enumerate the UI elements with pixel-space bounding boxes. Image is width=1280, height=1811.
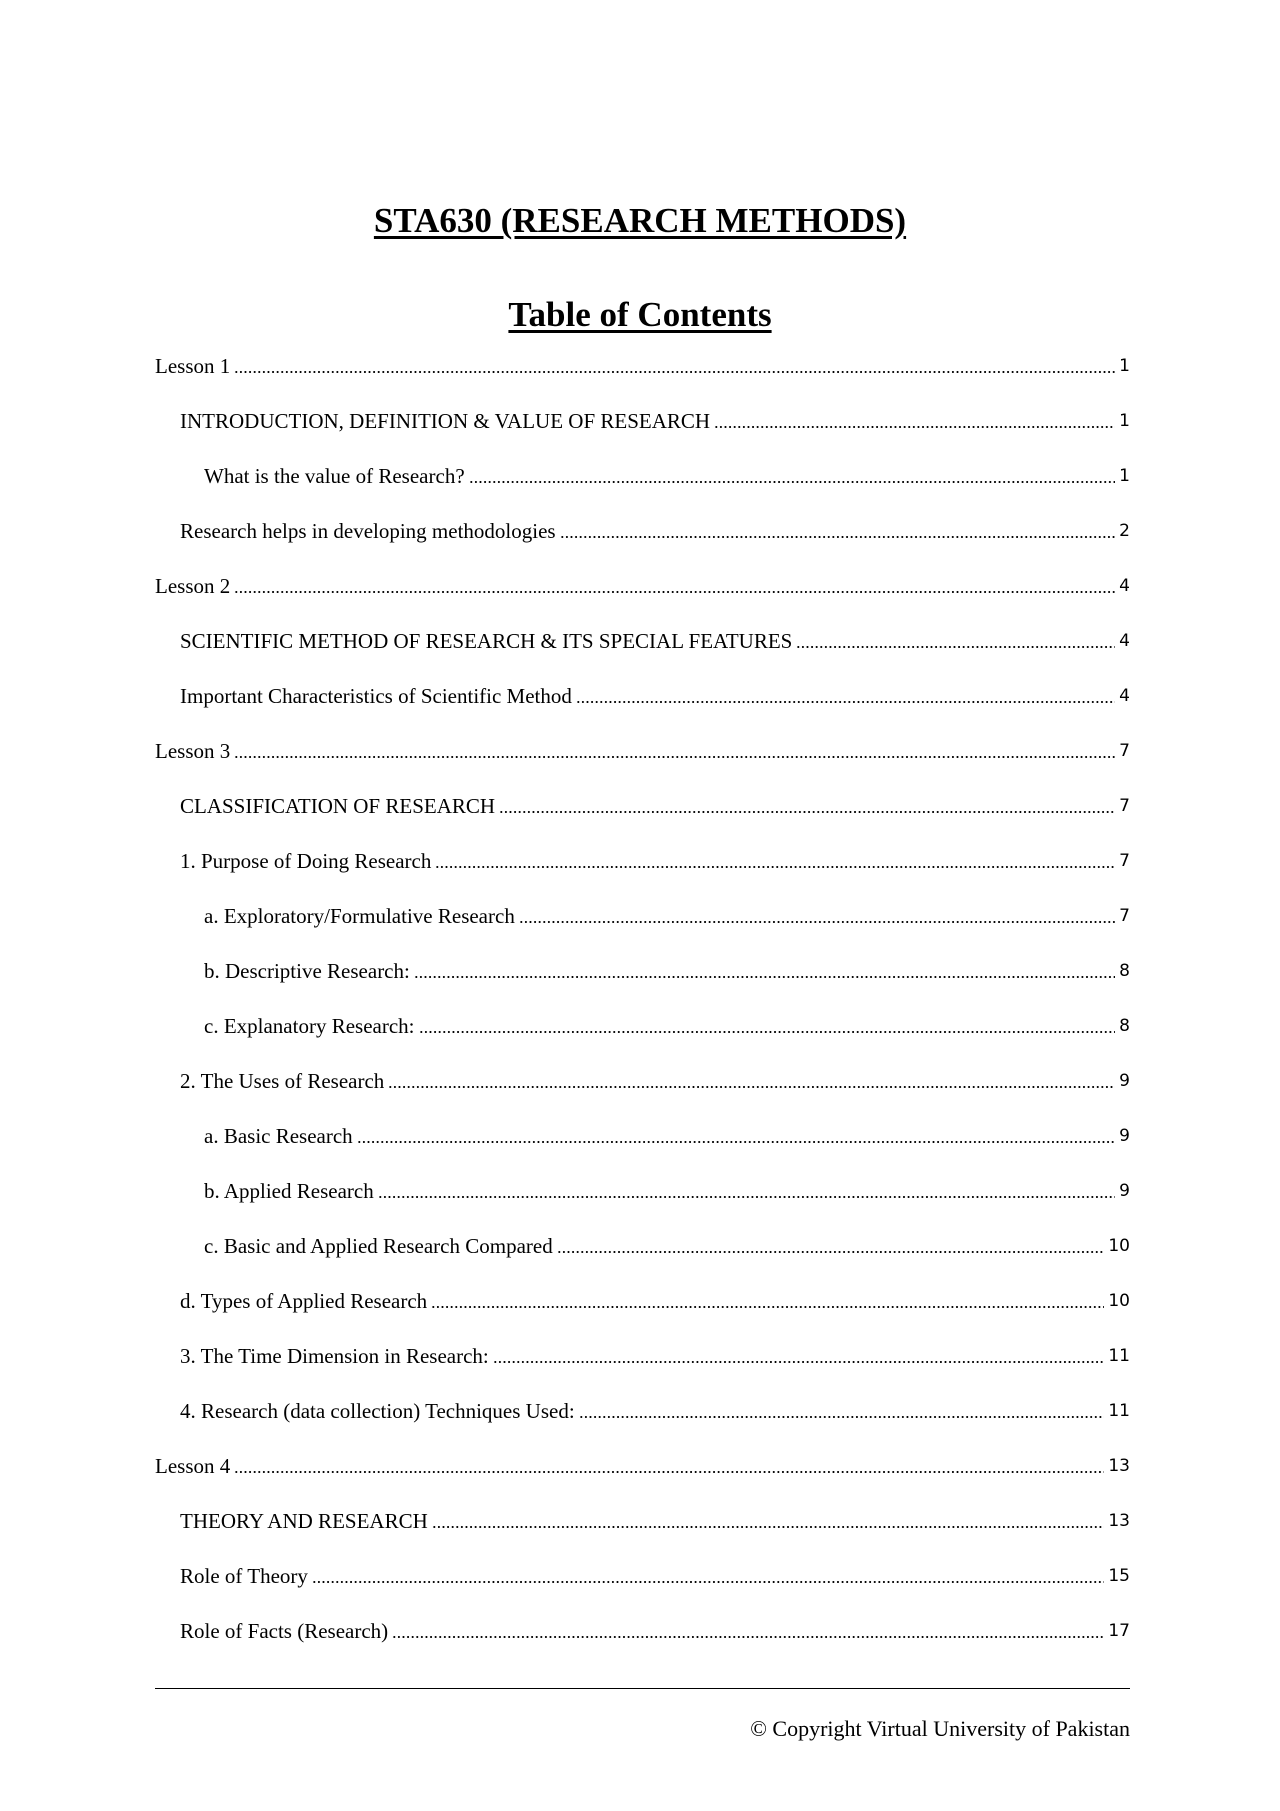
- toc-entry-title: 4. Research (data collection) Techniques Used:: [180, 1399, 575, 1423]
- toc-entry-title: d. Types of Applied Research: [180, 1289, 428, 1313]
- toc-entry-title: Important Characteristics of Scientific Method: [180, 684, 572, 708]
- toc-entry-page: 11: [1108, 1346, 1130, 1366]
- toc-entry-title: a. Exploratory/Formulative Research: [204, 904, 515, 928]
- toc-entry-title: 1. Purpose of Doing Research: [180, 849, 432, 873]
- toc-entry-page: 10: [1108, 1236, 1130, 1256]
- toc-entry[interactable]: [155, 944, 1130, 999]
- toc-entry-page: 13: [1108, 1456, 1130, 1476]
- toc-entry-page: 7: [1119, 741, 1130, 761]
- toc-entry[interactable]: [155, 394, 1130, 449]
- copyright-notice: © Copyright Virtual University of Pakistan: [750, 1716, 1130, 1741]
- toc-entry-page: 4: [1119, 576, 1130, 596]
- toc-entry[interactable]: [155, 559, 1130, 614]
- dot-leader: [378, 1195, 1115, 1199]
- dot-leader: [414, 975, 1115, 979]
- toc-entry-page: 4: [1119, 631, 1130, 651]
- toc-entry[interactable]: [155, 449, 1130, 504]
- toc-entry-title: Lesson 3: [155, 739, 231, 763]
- toc-entry-page: 9: [1119, 1071, 1130, 1091]
- dot-leader: [234, 590, 1115, 594]
- toc-entry[interactable]: [155, 1439, 1130, 1494]
- toc-entry-title: THEORY AND RESEARCH: [180, 1509, 428, 1533]
- dot-leader: [519, 920, 1115, 924]
- toc-entry-page: 1: [1119, 411, 1130, 431]
- toc-entry-page: 10: [1108, 1291, 1130, 1311]
- dot-leader: [714, 425, 1115, 429]
- toc-entry[interactable]: [155, 1384, 1130, 1439]
- toc-entry-title: CLASSIFICATION OF RESEARCH: [180, 794, 496, 818]
- toc-entry[interactable]: [155, 1494, 1130, 1549]
- document-title: STA630 (RESEARCH METHODS): [373, 201, 907, 240]
- toc-entry-page: 2: [1119, 521, 1130, 541]
- toc-entry[interactable]: [155, 724, 1130, 779]
- dot-leader: [499, 810, 1115, 814]
- toc-entry-page: 17: [1108, 1621, 1130, 1641]
- toc-entry-title: 3. The Time Dimension in Research:: [180, 1344, 489, 1368]
- toc-entry-title: Role of Facts (Research): [180, 1619, 389, 1643]
- toc-entry-title: Lesson 1: [155, 354, 231, 378]
- toc-entry[interactable]: [155, 779, 1130, 834]
- dot-leader: [579, 1415, 1105, 1419]
- toc-entry-page: 11: [1108, 1401, 1130, 1421]
- toc-entry-title: Lesson 2: [155, 574, 231, 598]
- toc-entry-title: Lesson 4: [155, 1454, 231, 1478]
- toc-entry-page: 7: [1119, 796, 1130, 816]
- toc-entry[interactable]: [155, 1219, 1130, 1274]
- toc-entry-title: b. Applied Research: [204, 1179, 374, 1203]
- table-of-contents: [155, 339, 1130, 1659]
- toc-heading: Table of Contents: [508, 295, 772, 334]
- dot-leader: [312, 1580, 1104, 1584]
- dot-leader: [469, 480, 1116, 484]
- toc-entry[interactable]: [155, 889, 1130, 944]
- dot-leader: [234, 1470, 1104, 1474]
- toc-entry[interactable]: [155, 504, 1130, 559]
- dot-leader: [431, 1305, 1104, 1309]
- toc-entry-title: SCIENTIFIC METHOD OF RESEARCH & ITS SPECIAL FEATURES: [180, 629, 793, 653]
- toc-entry-title: a. Basic Research: [204, 1124, 353, 1148]
- toc-entry-page: 9: [1119, 1181, 1130, 1201]
- dot-leader: [392, 1635, 1104, 1639]
- dot-leader: [357, 1140, 1115, 1144]
- toc-entry-title: Research helps in developing methodologies: [180, 519, 556, 543]
- dot-leader: [493, 1360, 1105, 1364]
- toc-entry-page: 7: [1119, 906, 1130, 926]
- dot-leader: [432, 1525, 1105, 1529]
- toc-entry-title: 2. The Uses of Research: [180, 1069, 385, 1093]
- toc-entry-title: What is the value of Research?: [204, 464, 465, 488]
- dot-leader: [796, 645, 1115, 649]
- toc-entry-title: INTRODUCTION, DEFINITION & VALUE OF RESEARCH: [180, 409, 711, 433]
- toc-entry-page: 7: [1119, 851, 1130, 871]
- toc-entry[interactable]: [155, 999, 1130, 1054]
- toc-entry-page: 13: [1108, 1511, 1130, 1531]
- toc-entry[interactable]: [155, 1604, 1130, 1659]
- toc-entry-title: c. Explanatory Research:: [204, 1014, 415, 1038]
- dot-leader: [388, 1085, 1115, 1089]
- dot-leader: [419, 1030, 1116, 1034]
- dot-leader: [234, 755, 1115, 759]
- toc-entry-title: b. Descriptive Research:: [204, 959, 410, 983]
- toc-entry[interactable]: [155, 614, 1130, 669]
- toc-entry-page: 8: [1119, 1016, 1130, 1036]
- toc-entry[interactable]: [155, 1274, 1130, 1329]
- toc-entry[interactable]: [155, 1549, 1130, 1604]
- toc-entry-title: Role of Theory: [180, 1564, 308, 1588]
- toc-entry-title: c. Basic and Applied Research Compared: [204, 1234, 553, 1258]
- dot-leader: [234, 370, 1115, 374]
- toc-entry-page: 15: [1108, 1566, 1130, 1586]
- toc-entry[interactable]: [155, 1054, 1130, 1109]
- dot-leader: [576, 700, 1115, 704]
- dot-leader: [560, 535, 1116, 539]
- footer-divider: [155, 1688, 1130, 1689]
- toc-entry-page: 4: [1119, 686, 1130, 706]
- toc-entry-page: 9: [1119, 1126, 1130, 1146]
- toc-entry[interactable]: [155, 1109, 1130, 1164]
- toc-entry[interactable]: [155, 339, 1130, 394]
- dot-leader: [435, 865, 1115, 869]
- toc-entry[interactable]: [155, 1329, 1130, 1384]
- toc-entry-page: 8: [1119, 961, 1130, 981]
- toc-entry-page: 1: [1119, 466, 1130, 486]
- toc-entry[interactable]: [155, 834, 1130, 889]
- toc-entry[interactable]: [155, 669, 1130, 724]
- toc-entry-page: 1: [1119, 356, 1130, 376]
- toc-entry[interactable]: [155, 1164, 1130, 1219]
- dot-leader: [557, 1250, 1105, 1254]
